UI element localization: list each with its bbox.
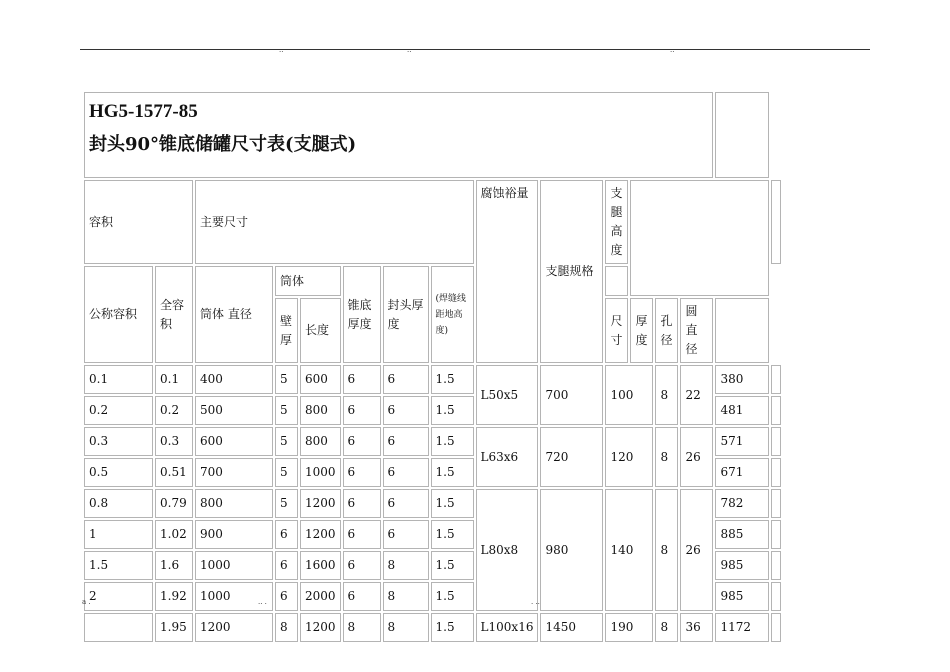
cell-wall: 5 xyxy=(275,458,298,487)
cell-wall: 5 xyxy=(275,489,298,518)
cell-head: 8 xyxy=(383,582,429,611)
cell-dia: 500 xyxy=(195,396,273,425)
header-nominal: 公称容积 xyxy=(84,266,153,363)
cell-total: 1.95 xyxy=(155,613,193,642)
cell-leg-size: 120 xyxy=(605,427,653,487)
cell-head: 6 xyxy=(383,520,429,549)
cell-wall: 6 xyxy=(275,582,298,611)
header-head-thk: 封头厚度 xyxy=(383,266,429,363)
cell-circle-dia: 571 xyxy=(715,427,769,456)
cell-circle-dia: 671 xyxy=(715,458,769,487)
footer-mark: . .. xyxy=(531,598,540,606)
footer-mark: .. . xyxy=(258,598,267,606)
cell-head: 8 xyxy=(383,613,429,642)
empty-cell xyxy=(771,551,781,580)
cell-cone: 6 xyxy=(343,489,381,518)
cell-head: 8 xyxy=(383,551,429,580)
empty-cell xyxy=(630,180,769,296)
header-mark: .. xyxy=(670,46,675,54)
empty-cell xyxy=(715,92,769,178)
cell-corrosion: 1.5 xyxy=(431,365,474,394)
cell-circle-dia: 885 xyxy=(715,520,769,549)
cell-dia: 800 xyxy=(195,489,273,518)
header-length: 长度 xyxy=(300,298,341,363)
cell-total: 1.02 xyxy=(155,520,193,549)
cell-nominal xyxy=(84,613,153,642)
cell-cone: 6 xyxy=(343,396,381,425)
header-shell-dia: 筒体 直径 xyxy=(195,266,273,363)
cell-dia: 700 xyxy=(195,458,273,487)
cell-wall: 5 xyxy=(275,427,298,456)
empty-cell xyxy=(771,365,781,394)
header-hole: 孔径 xyxy=(655,298,678,363)
empty-cell xyxy=(771,396,781,425)
title-row xyxy=(84,92,781,178)
cell-leg-spec: L80x8 xyxy=(476,489,539,611)
empty-cell xyxy=(771,613,781,642)
cell-corrosion: 1.5 xyxy=(431,582,474,611)
cell-length: 1000 xyxy=(300,458,341,487)
cell-wall: 5 xyxy=(275,396,298,425)
cell-leg-thk: 8 xyxy=(655,613,678,642)
cell-corrosion: 1.5 xyxy=(431,520,474,549)
cell-total: 1.6 xyxy=(155,551,193,580)
cell-dia: 1000 xyxy=(195,551,273,580)
header-capacity: 容积 xyxy=(84,180,193,264)
cell-dia: 1200 xyxy=(195,613,273,642)
empty-cell xyxy=(771,458,781,487)
cell-length: 1600 xyxy=(300,551,341,580)
cell-total: 0.51 xyxy=(155,458,193,487)
cell-nominal: 0.8 xyxy=(84,489,153,518)
cell-leg-hole: 26 xyxy=(680,427,713,487)
cell-nominal: 0.2 xyxy=(84,396,153,425)
header-leg-height: 支腿高度 xyxy=(605,180,628,264)
cell-leg-height: 1450 xyxy=(540,613,603,642)
cell-corrosion: 1.5 xyxy=(431,551,474,580)
header-circle-dia: 圆直径 xyxy=(680,298,713,363)
cell-cone: 6 xyxy=(343,427,381,456)
cell-head: 6 xyxy=(383,458,429,487)
cell-total: 0.1 xyxy=(155,365,193,394)
empty-cell xyxy=(771,520,781,549)
cell-leg-size: 140 xyxy=(605,489,653,611)
empty-cell xyxy=(771,582,781,611)
title-cell xyxy=(84,92,713,178)
cell-wall: 5 xyxy=(275,365,298,394)
cell-circle-dia: 985 xyxy=(715,582,769,611)
cell-head: 6 xyxy=(383,365,429,394)
cell-dia: 400 xyxy=(195,365,273,394)
cell-cone: 8 xyxy=(343,613,381,642)
cell-cone: 6 xyxy=(343,551,381,580)
cell-corrosion: 1.5 xyxy=(431,613,474,642)
header-cone-thk: 锥底厚度 xyxy=(343,266,381,363)
cell-corrosion: 1.5 xyxy=(431,458,474,487)
cell-leg-size: 100 xyxy=(605,365,653,425)
cell-length: 800 xyxy=(300,396,341,425)
header-leg-height-note: (焊缝线距地高度) xyxy=(431,266,474,363)
header-mark: .. xyxy=(407,46,412,54)
empty-cell xyxy=(771,489,781,518)
cell-length: 2000 xyxy=(300,582,341,611)
header-row-1 xyxy=(84,180,781,264)
cell-cone: 6 xyxy=(343,365,381,394)
header-total: 全容积 xyxy=(155,266,193,363)
cell-length: 1200 xyxy=(300,613,341,642)
cell-corrosion: 1.5 xyxy=(431,396,474,425)
cell-total: 0.2 xyxy=(155,396,193,425)
cell-leg-thk: 8 xyxy=(655,365,678,425)
cell-head: 6 xyxy=(383,396,429,425)
cell-head: 6 xyxy=(383,427,429,456)
cell-circle-dia: 380 xyxy=(715,365,769,394)
cell-circle-dia: 1172 xyxy=(715,613,769,642)
table-row xyxy=(84,365,781,394)
cell-circle-dia: 985 xyxy=(715,551,769,580)
cell-leg-hole: 36 xyxy=(680,613,713,642)
cell-nominal: 0.1 xyxy=(84,365,153,394)
cell-leg-height: 980 xyxy=(540,489,603,611)
document-table-wrapper xyxy=(82,90,783,644)
cell-nominal: 0.5 xyxy=(84,458,153,487)
cell-cone: 6 xyxy=(343,582,381,611)
header-thickness: 厚度 xyxy=(630,298,653,363)
cell-total: 1.92 xyxy=(155,582,193,611)
cell-cone: 6 xyxy=(343,458,381,487)
doc-title: 封头90°锥底储罐尺寸表(支腿式) xyxy=(89,134,357,155)
cell-circle-dia: 782 xyxy=(715,489,769,518)
empty-cell xyxy=(605,266,628,296)
cell-leg-hole: 26 xyxy=(680,489,713,611)
cell-leg-thk: 8 xyxy=(655,489,678,611)
cell-leg-spec: L63x6 xyxy=(476,427,539,487)
cell-corrosion: 1.5 xyxy=(431,427,474,456)
table-row xyxy=(84,613,781,642)
empty-cell xyxy=(715,298,769,363)
header-leg-spec: 支腿规格 xyxy=(540,180,603,363)
cell-cone: 6 xyxy=(343,520,381,549)
cell-circle-dia: 481 xyxy=(715,396,769,425)
cell-leg-spec: L50x5 xyxy=(476,365,539,425)
cell-total: 0.3 xyxy=(155,427,193,456)
cell-dia: 600 xyxy=(195,427,273,456)
cell-length: 600 xyxy=(300,365,341,394)
doc-code: HG5-1577-85 xyxy=(89,101,198,122)
cell-length: 800 xyxy=(300,427,341,456)
cell-nominal: 1 xyxy=(84,520,153,549)
cell-wall: 8 xyxy=(275,613,298,642)
cell-nominal: 0.3 xyxy=(84,427,153,456)
cell-length: 1200 xyxy=(300,520,341,549)
header-shell: 筒体 xyxy=(275,266,341,296)
cell-leg-spec: L100x16 xyxy=(476,613,539,642)
header-corrosion: 腐蚀裕量 xyxy=(476,180,539,363)
cell-wall: 6 xyxy=(275,520,298,549)
dimension-table xyxy=(82,90,783,644)
cell-leg-size: 190 xyxy=(605,613,653,642)
cell-nominal: 1.5 xyxy=(84,551,153,580)
empty-cell xyxy=(771,427,781,456)
header-size: 尺寸 xyxy=(605,298,628,363)
cell-nominal: 2 xyxy=(84,582,153,611)
empty-cell xyxy=(771,180,781,264)
cell-total: 0.79 xyxy=(155,489,193,518)
cell-dia: 1000 xyxy=(195,582,273,611)
header-wall: 壁厚 xyxy=(275,298,298,363)
cell-leg-hole: 22 xyxy=(680,365,713,425)
header-rule xyxy=(80,49,870,50)
cell-length: 1200 xyxy=(300,489,341,518)
cell-head: 6 xyxy=(383,489,429,518)
footer-mark: a . xyxy=(82,598,91,606)
header-main-dims: 主要尺寸 xyxy=(195,180,474,264)
table-row xyxy=(84,489,781,518)
table-row xyxy=(84,427,781,456)
cell-leg-height: 720 xyxy=(540,427,603,487)
cell-corrosion: 1.5 xyxy=(431,489,474,518)
cell-leg-height: 700 xyxy=(540,365,603,425)
cell-wall: 6 xyxy=(275,551,298,580)
header-mark: .. xyxy=(279,46,284,54)
cell-dia: 900 xyxy=(195,520,273,549)
cell-leg-thk: 8 xyxy=(655,427,678,487)
